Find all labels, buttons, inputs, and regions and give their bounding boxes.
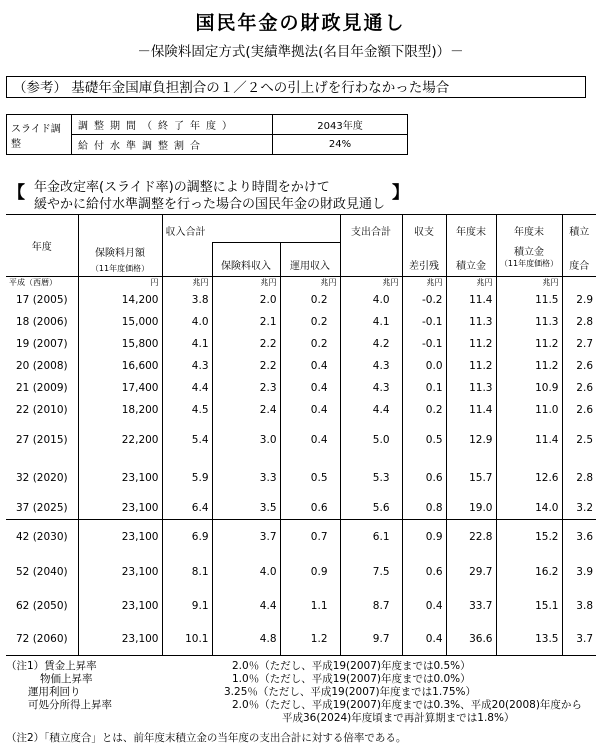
row-premium: 18,200: [78, 399, 162, 421]
row-ratio: 2.6: [562, 377, 596, 399]
row-year: 72 (2060): [16, 633, 68, 646]
row-premium-income: 4.4: [212, 589, 280, 624]
table-row: [6, 377, 596, 399]
table-row: [6, 421, 596, 459]
header-balance-2: 差引残: [402, 243, 446, 277]
row-balance: 0.1: [402, 377, 446, 399]
header-fund-real-2: [496, 243, 562, 277]
unit-ratio: [562, 277, 596, 289]
row-expense-total: 6.1: [340, 520, 402, 555]
row-investment-income: 1.1: [280, 589, 340, 624]
note-item-label: 賃金上昇率: [44, 660, 97, 672]
row-premium-income: 3.7: [212, 520, 280, 555]
row-balance: 0.6: [402, 555, 446, 589]
row-ratio: 2.6: [562, 399, 596, 421]
row-expense-total: 4.2: [340, 333, 402, 355]
row-year: 22 (2010): [16, 403, 68, 416]
section-title: [0, 176, 601, 214]
unit-premium: 円: [78, 277, 162, 289]
row-investment-income: 0.9: [280, 555, 340, 589]
row-fund: 11.2: [446, 355, 496, 377]
row-year: 21 (2009): [16, 381, 68, 394]
header-ratio-1: 積立: [562, 215, 596, 243]
row-investment-income: 0.7: [280, 520, 340, 555]
row-fund-real: 10.9: [496, 377, 562, 399]
row-income-total: 4.0: [162, 311, 212, 333]
table-row: [6, 333, 596, 355]
row-ratio: 2.6: [562, 355, 596, 377]
row-investment-income: 0.4: [280, 399, 340, 421]
row-ratio: 3.6: [562, 520, 596, 555]
row-fund: 15.7: [446, 459, 496, 497]
row-premium: 23,100: [78, 624, 162, 656]
row-expense-total: 4.3: [340, 377, 402, 399]
note-item-label: 運用利回り: [28, 686, 81, 698]
row-fund: 11.3: [446, 311, 496, 333]
header-fund-real-label: 積立金: [514, 246, 544, 258]
row-investment-income: 0.5: [280, 459, 340, 497]
reference-box: （参考） 基礎年金国庫負担割合の１／２への引上げを行わなかった場合: [6, 76, 586, 98]
row-premium: 15,000: [78, 311, 162, 333]
row-fund-real: 11.0: [496, 399, 562, 421]
row-fund-real: 15.1: [496, 589, 562, 624]
header-income-total: 収入合計: [162, 215, 340, 243]
header-premium-income: 保険料収入: [212, 243, 280, 277]
row-premium-income: 4.0: [212, 555, 280, 589]
row-premium-income: 2.0: [212, 289, 280, 311]
row-fund: 11.3: [446, 377, 496, 399]
row-ratio: 3.2: [562, 497, 596, 520]
row-premium: 22,200: [78, 421, 162, 459]
row-premium: 15,800: [78, 333, 162, 355]
table-row: [6, 311, 596, 333]
row-income-total: 4.1: [162, 333, 212, 355]
table-row: [6, 459, 596, 497]
row-premium: 16,600: [78, 355, 162, 377]
row-expense-total: 4.0: [340, 289, 402, 311]
row-investment-income: 0.6: [280, 497, 340, 520]
unit-fund-real: 兆円: [496, 277, 562, 289]
row-balance: 0.2: [402, 399, 446, 421]
row-premium-income: 4.8: [212, 624, 280, 656]
row-expense-total: 7.5: [340, 555, 402, 589]
row-premium-income: 2.2: [212, 355, 280, 377]
row-investment-income: 0.2: [280, 333, 340, 355]
row-balance: -0.1: [402, 311, 446, 333]
row-ratio: 2.9: [562, 289, 596, 311]
row-fund: 11.4: [446, 289, 496, 311]
row-fund-real: 12.6: [496, 459, 562, 497]
row-fund: 36.6: [446, 624, 496, 656]
row-premium-income: 2.4: [212, 399, 280, 421]
table-row: [6, 289, 596, 311]
row-fund: 29.7: [446, 555, 496, 589]
slide-value: 2043年度: [273, 115, 408, 135]
slide-value: 24%: [273, 135, 408, 155]
row-premium: 17,400: [78, 377, 162, 399]
row-investment-income: 0.4: [280, 421, 340, 459]
finance-table: [6, 214, 596, 656]
row-balance: 0.5: [402, 421, 446, 459]
unit-premium-income: 兆円: [212, 277, 280, 289]
row-premium: 14,200: [78, 289, 162, 311]
row-fund-real: 16.2: [496, 555, 562, 589]
row-year: 19 (2007): [16, 337, 68, 350]
header-expense: 支出合計: [340, 215, 402, 243]
bracket-close: 】: [392, 183, 409, 203]
header-ratio-2: 度合: [562, 243, 596, 277]
row-expense-total: 5.3: [340, 459, 402, 497]
row-balance: 0.0: [402, 355, 446, 377]
row-balance: -0.1: [402, 333, 446, 355]
header-expense-blank: [340, 243, 402, 277]
note1-prefix: （注1）: [6, 660, 45, 672]
row-expense-total: 9.7: [340, 624, 402, 656]
row-year: 18 (2006): [16, 315, 68, 328]
row-fund-real: 11.4: [496, 421, 562, 459]
unit-year: 平成（西暦）: [6, 277, 78, 289]
row-fund: 22.8: [446, 520, 496, 555]
section-line-2: 緩やかに給付水準調整を行った場合の国民年金の財政見通し: [34, 197, 386, 212]
row-year: 27 (2015): [16, 433, 68, 446]
row-year: 52 (2040): [16, 565, 68, 578]
header-fund-2: 積立金: [446, 243, 496, 277]
row-expense-total: 5.6: [340, 497, 402, 520]
row-premium: 23,100: [78, 459, 162, 497]
header-investment-income: 運用収入: [280, 243, 340, 277]
row-ratio: 3.9: [562, 555, 596, 589]
row-balance: 0.6: [402, 459, 446, 497]
header-premium-sub: （11年度価格）: [90, 264, 150, 273]
header-premium-label: 保険料月額: [95, 248, 145, 259]
row-premium: 23,100: [78, 520, 162, 555]
unit-expense: 兆円: [340, 277, 402, 289]
row-income-total: 5.9: [162, 459, 212, 497]
slide-adjustment-table: [6, 114, 408, 155]
row-expense-total: 5.0: [340, 421, 402, 459]
row-premium: 23,100: [78, 589, 162, 624]
row-income-total: 3.8: [162, 289, 212, 311]
row-premium-income: 3.0: [212, 421, 280, 459]
row-fund: 33.7: [446, 589, 496, 624]
header-fund-1: 年度末: [446, 215, 496, 243]
row-investment-income: 0.2: [280, 289, 340, 311]
row-year: 17 (2005): [16, 293, 68, 306]
slide-key: 給付水準調整割合: [72, 135, 273, 155]
row-premium: 23,100: [78, 497, 162, 520]
note-item-value: 2.0％（ただし、平成19(2007)年度までは0.3%、平成20(2008)年度から: [232, 699, 582, 711]
row-premium-income: 3.3: [212, 459, 280, 497]
row-expense-total: 8.7: [340, 589, 402, 624]
row-fund-real: 11.2: [496, 333, 562, 355]
header-year: 年度: [6, 215, 78, 277]
row-investment-income: 0.4: [280, 355, 340, 377]
row-ratio: 2.8: [562, 311, 596, 333]
note-item-value-cont: 平成36(2024)年度頃まで再計算期までは1.8%）: [282, 712, 515, 724]
row-ratio: 2.8: [562, 459, 596, 497]
row-year: 20 (2008): [16, 359, 68, 372]
unit-investment: 兆円: [280, 277, 340, 289]
row-ratio: 2.5: [562, 421, 596, 459]
row-fund: 11.4: [446, 399, 496, 421]
note-2: （注2）「積立度合」とは、前年度末積立金の当年度の支出合計に対する倍率である。: [6, 732, 407, 744]
bracket-open: 【: [8, 183, 25, 203]
row-year: 62 (2050): [16, 600, 68, 612]
row-fund: 19.0: [446, 497, 496, 520]
row-investment-income: 0.2: [280, 311, 340, 333]
row-ratio: 2.7: [562, 333, 596, 355]
row-fund-real: 11.2: [496, 355, 562, 377]
slide-label: スライド調整: [7, 115, 72, 155]
unit-income: 兆円: [162, 277, 212, 289]
row-fund-real: 11.5: [496, 289, 562, 311]
row-balance: 0.8: [402, 497, 446, 520]
table-row: [6, 497, 596, 520]
row-premium-income: 3.5: [212, 497, 280, 520]
table-row: [6, 520, 596, 555]
row-expense-total: 4.4: [340, 399, 402, 421]
header-fund-real-1: 年度末: [496, 215, 562, 243]
row-year: 37 (2025): [16, 501, 68, 514]
header-fund-real-sub: （11年度価格）: [499, 258, 559, 268]
table-row: [6, 555, 596, 589]
unit-fund: 兆円: [446, 277, 496, 289]
page-title: 国民年金の財政見通し: [195, 12, 406, 34]
row-ratio: 3.8: [562, 589, 596, 624]
row-fund-real: 14.0: [496, 497, 562, 520]
header-balance-1: 収支: [402, 215, 446, 243]
page-subtitle: －保険料固定方式(実績準拠法(名目年金額下限型)）－: [137, 44, 464, 60]
row-investment-income: 0.4: [280, 377, 340, 399]
row-premium: 23,100: [78, 555, 162, 589]
row-balance: 0.9: [402, 520, 446, 555]
row-premium-income: 2.1: [212, 311, 280, 333]
note-item-label: 可処分所得上昇率: [28, 699, 112, 711]
row-expense-total: 4.3: [340, 355, 402, 377]
row-year: 42 (2030): [16, 531, 68, 544]
header-premium: [78, 215, 162, 277]
row-fund-real: 13.5: [496, 624, 562, 656]
row-fund: 12.9: [446, 421, 496, 459]
row-income-total: 9.1: [162, 589, 212, 624]
row-income-total: 4.5: [162, 399, 212, 421]
slide-key: 調整期間（終了年度）: [72, 115, 273, 135]
table-row: [6, 589, 596, 624]
row-expense-total: 4.1: [340, 311, 402, 333]
row-premium-income: 2.2: [212, 333, 280, 355]
table-row: [6, 624, 596, 656]
note-item-value: 3.25％（ただし、平成19(2007)年度までは1.75%）: [224, 686, 477, 698]
header-income-blank: [162, 243, 212, 277]
row-income-total: 10.1: [162, 624, 212, 656]
row-income-total: 8.1: [162, 555, 212, 589]
note-item-value: 2.0％（ただし、平成19(2007)年度までは0.5%）: [232, 660, 471, 672]
row-income-total: 4.3: [162, 355, 212, 377]
row-income-total: 4.4: [162, 377, 212, 399]
table-row: [6, 399, 596, 421]
note-item-label: 物価上昇率: [40, 673, 93, 685]
row-balance: 0.4: [402, 589, 446, 624]
note-item-value: 1.0％（ただし、平成19(2007)年度までは0.0%）: [232, 673, 471, 685]
row-investment-income: 1.2: [280, 624, 340, 656]
table-row: [6, 355, 596, 377]
section-line-1: 年金改定率(スライド率)の調整により時間をかけて: [34, 180, 330, 195]
row-year: 32 (2020): [16, 471, 68, 484]
row-fund-real: 11.3: [496, 311, 562, 333]
notes: [6, 658, 596, 723]
row-income-total: 6.9: [162, 520, 212, 555]
row-balance: 0.4: [402, 624, 446, 656]
row-ratio: 3.7: [562, 624, 596, 656]
row-income-total: 5.4: [162, 421, 212, 459]
row-fund-real: 15.2: [496, 520, 562, 555]
row-income-total: 6.4: [162, 497, 212, 520]
row-balance: -0.2: [402, 289, 446, 311]
row-fund: 11.2: [446, 333, 496, 355]
unit-balance: 兆円: [402, 277, 446, 289]
row-premium-income: 2.3: [212, 377, 280, 399]
